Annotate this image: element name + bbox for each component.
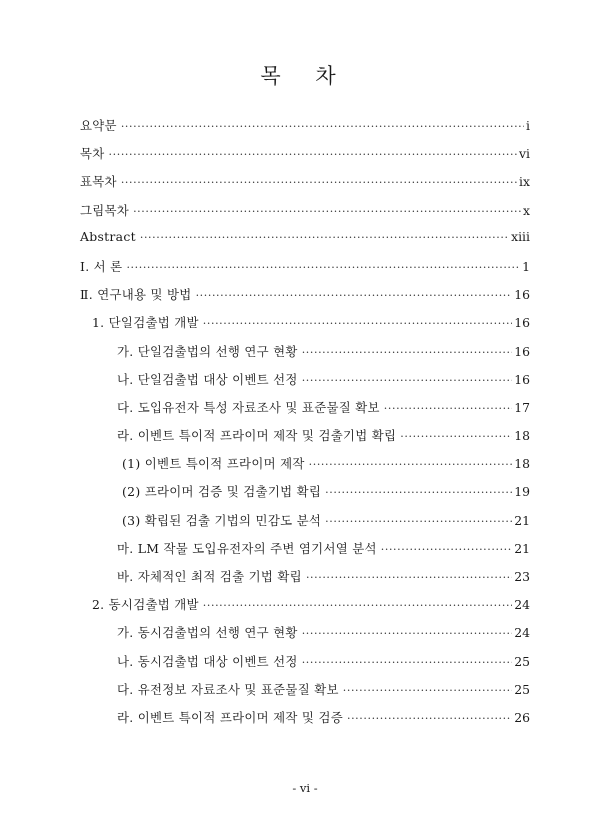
- toc-entry[interactable]: [80, 454, 530, 482]
- toc-entry[interactable]: [80, 595, 530, 623]
- dot-leader: [302, 627, 513, 640]
- dot-leader: [325, 515, 512, 528]
- toc-entry[interactable]: [80, 116, 530, 144]
- dot-leader: [302, 374, 513, 387]
- toc-entry[interactable]: [80, 708, 530, 736]
- toc-entry-label: Ⅰ. 서 론: [80, 258, 123, 274]
- dot-leader: [381, 543, 512, 556]
- toc-entry[interactable]: [80, 539, 530, 567]
- toc-entry-page: 1: [522, 258, 530, 274]
- toc-entry-label: 1. 단일검출법 개발: [92, 315, 199, 331]
- toc-entry-label: 다. 도입유전자 특성 자료조사 및 표준물질 확보: [117, 399, 380, 415]
- toc-entry[interactable]: [80, 342, 530, 370]
- toc-entry[interactable]: [80, 482, 530, 510]
- dot-leader: [302, 656, 513, 669]
- toc-entry-page: 25: [514, 653, 530, 669]
- dot-leader: [343, 684, 512, 697]
- toc-entry-page: x: [523, 202, 530, 218]
- toc-entry[interactable]: [80, 172, 530, 200]
- toc-entry[interactable]: [80, 623, 530, 651]
- dot-leader: [203, 317, 512, 330]
- toc-entry-label: 마. LM 작물 도입유전자의 주변 염기서열 분석: [117, 540, 377, 556]
- toc-entry-page: 18: [514, 428, 530, 444]
- toc-entry-label: (3) 확립된 검출 기법의 민감도 분석: [122, 512, 322, 528]
- toc-entry-label: 가. 동시검출법의 선행 연구 현황: [117, 625, 298, 641]
- toc-entry[interactable]: [80, 680, 530, 708]
- toc-entry[interactable]: [80, 313, 530, 341]
- toc-entry-label: 라. 이벤트 특이적 프라이머 제작 및 검출기법 확립: [117, 428, 397, 444]
- toc-entry-label: 라. 이벤트 특이적 프라이머 제작 및 검증: [117, 709, 343, 725]
- toc-entry-page: ix: [519, 174, 530, 190]
- dot-leader: [140, 231, 509, 244]
- toc-entry[interactable]: [80, 201, 530, 229]
- toc-entry-page: 17: [514, 399, 530, 415]
- toc-entry-page: 24: [514, 625, 530, 641]
- toc-entry-label: 가. 단일검출법의 선행 연구 현황: [117, 343, 298, 359]
- dot-leader: [325, 486, 512, 499]
- toc-entry-page: i: [526, 118, 530, 133]
- toc-entry[interactable]: [80, 398, 530, 426]
- dot-leader: [203, 599, 512, 612]
- toc-entry[interactable]: [80, 144, 530, 172]
- dot-leader: [302, 346, 513, 359]
- toc-entry-label: 2. 동시검출법 개발: [92, 597, 199, 613]
- table-of-contents: [80, 116, 530, 736]
- dot-leader: [121, 120, 524, 133]
- toc-entry-page: 19: [514, 484, 530, 500]
- toc-entry-label: 나. 동시검출법 대상 이벤트 선정: [117, 653, 298, 669]
- toc-entry-label: 목차: [80, 146, 105, 162]
- toc-entry-page: 24: [514, 597, 530, 613]
- toc-entry-page: 16: [514, 287, 530, 303]
- dot-leader: [384, 402, 512, 415]
- toc-entry-page: 21: [514, 512, 530, 528]
- toc-entry-page: 25: [514, 681, 530, 697]
- toc-entry-label: (1) 이벤트 특이적 프라이머 제작: [122, 456, 305, 472]
- toc-entry-label: Ⅱ. 연구내용 및 방법: [80, 287, 192, 303]
- toc-entry-page: vi: [519, 146, 530, 162]
- toc-entry-label: 그림목차: [80, 202, 130, 218]
- dot-leader: [126, 261, 520, 274]
- toc-entry-label: 바. 자체적인 최적 검출 기법 확립: [117, 569, 302, 584]
- toc-entry-label: (2) 프라이머 검증 및 검출기법 확립: [122, 484, 322, 500]
- toc-entry[interactable]: [80, 370, 530, 398]
- dot-leader: [196, 289, 513, 302]
- page-number-footer: - vi -: [292, 781, 318, 795]
- toc-title: 목 차: [260, 64, 350, 88]
- toc-entry-page: 18: [514, 456, 530, 472]
- toc-entry-page: 16: [514, 343, 530, 359]
- toc-entry-page: 26: [514, 709, 530, 725]
- toc-entry-label: Abstract: [80, 228, 136, 244]
- toc-entry-label: 표목차: [80, 174, 117, 190]
- toc-entry-page: 21: [514, 540, 530, 556]
- toc-entry[interactable]: [80, 285, 530, 313]
- toc-entry-page: 23: [514, 569, 530, 584]
- dot-leader: [306, 571, 512, 584]
- toc-entry-label: 다. 유전정보 자료조사 및 표준물질 확보: [117, 681, 339, 697]
- toc-entry[interactable]: [80, 567, 530, 595]
- toc-entry-page: 16: [514, 315, 530, 331]
- toc-entry[interactable]: [80, 652, 530, 680]
- dot-leader: [121, 176, 517, 189]
- dot-leader: [133, 205, 521, 218]
- toc-entry-label: 요약문: [80, 118, 117, 133]
- dot-leader: [109, 148, 517, 161]
- dot-leader: [400, 430, 512, 443]
- dot-leader: [347, 712, 512, 725]
- toc-entry[interactable]: [80, 257, 530, 285]
- toc-entry[interactable]: [80, 229, 530, 257]
- toc-entry-page: 16: [514, 371, 530, 387]
- toc-entry-label: 나. 단일검출법 대상 이벤트 선정: [117, 371, 298, 387]
- toc-entry[interactable]: [80, 426, 530, 454]
- toc-entry[interactable]: [80, 511, 530, 539]
- dot-leader: [309, 458, 513, 471]
- toc-entry-page: xiii: [511, 228, 530, 244]
